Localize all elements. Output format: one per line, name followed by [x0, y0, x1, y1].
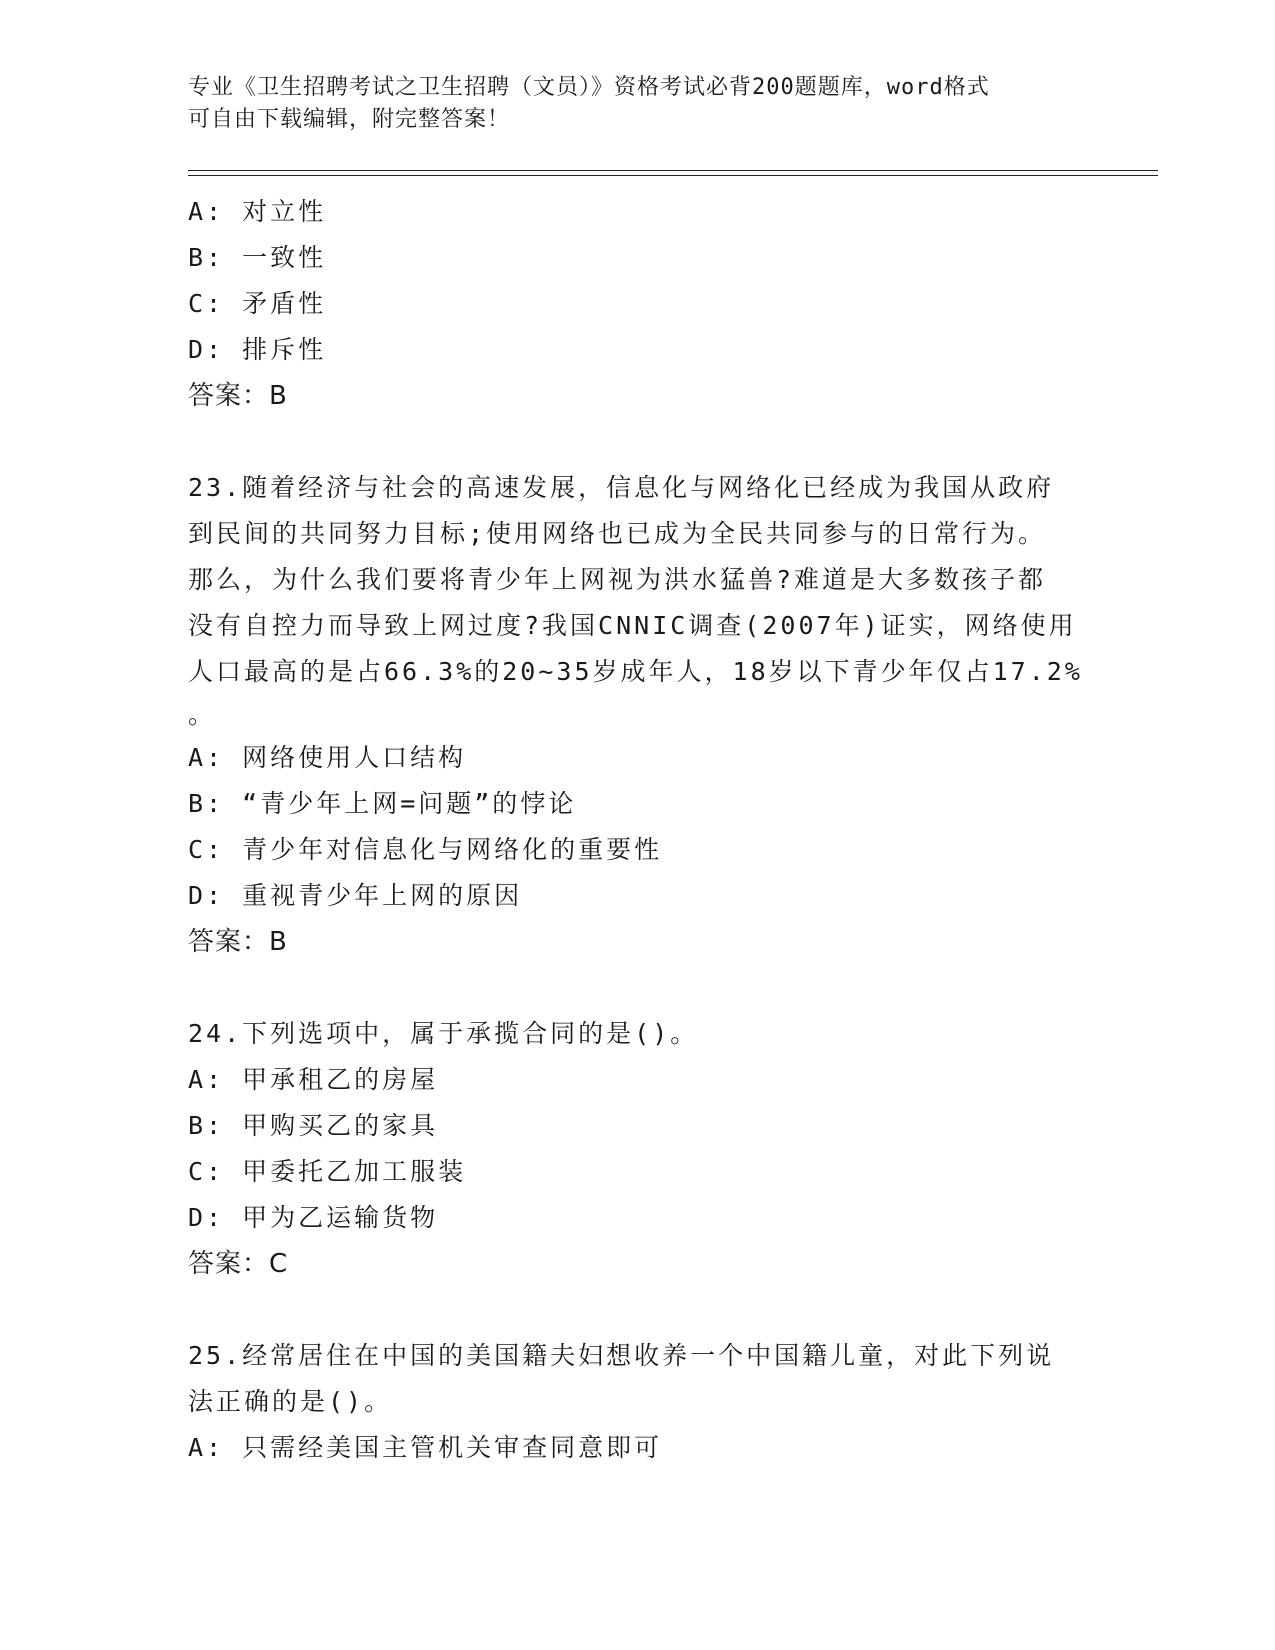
- header-divider-top: [188, 170, 1158, 171]
- question-text-line: 那么，为什么我们要将青少年上网视为洪水猛兽?难道是大多数孩子都: [188, 565, 1047, 594]
- option-b: B: 一致性: [188, 243, 327, 272]
- question-22: [188, 189, 1108, 419]
- option-b: B: 甲购买乙的家具: [188, 1111, 439, 1140]
- question-text-line: 25.经常居住在中国的美国籍夫妇想收养一个中国籍儿童，对此下列说: [188, 1341, 1055, 1370]
- header-line-1: 专业《卫生招聘考试之卫生招聘（文员）》资格考试必背200题题库，word格式: [188, 75, 990, 100]
- answer: 答案：B: [188, 381, 288, 411]
- option-d: D: 甲为乙运输货物: [188, 1203, 439, 1232]
- option-a: A: 只需经美国主管机关审查同意即可: [188, 1433, 663, 1462]
- option-d: D: 排斥性: [188, 335, 327, 364]
- question-text-line: 24.下列选项中，属于承揽合同的是()。: [188, 1019, 699, 1048]
- question-text-line: 人口最高的是占66.3%的20~35岁成年人，18岁以下青少年仅占17.2%: [188, 657, 1083, 686]
- header-divider-bottom: [188, 175, 1158, 176]
- option-c: C: 甲委托乙加工服装: [188, 1157, 467, 1186]
- document-header: [188, 72, 1068, 136]
- option-a: A: 甲承租乙的房屋: [188, 1065, 439, 1094]
- question-text-line: 到民间的共同努力目标;使用网络也已成为全民共同参与的日常行为。: [188, 519, 1047, 548]
- option-c: C: 青少年对信息化与网络化的重要性: [188, 835, 663, 864]
- answer: 答案：C: [188, 1249, 289, 1279]
- question-text-line: 。: [188, 700, 217, 729]
- question-text-line: 法正确的是()。: [188, 1387, 393, 1416]
- question-text-line: 23.随着经济与社会的高速发展，信息化与网络化已经成为我国从政府: [188, 473, 1055, 502]
- answer: 答案：B: [188, 927, 288, 957]
- header-line-2: 可自由下载编辑，附完整答案！: [188, 107, 511, 132]
- option-a: A: 网络使用人口结构: [188, 743, 467, 772]
- option-b: B: “青少年上网=问题”的悖论: [188, 789, 577, 818]
- question-23: [188, 465, 1108, 965]
- option-a: A: 对立性: [188, 197, 327, 226]
- option-d: D: 重视青少年上网的原因: [188, 881, 523, 910]
- question-24: [188, 1011, 1108, 1287]
- question-text-line: 没有自控力而导致上网过度?我国CNNIC调查(2007年)证实，网络使用: [188, 611, 1077, 640]
- question-25: [188, 1333, 1108, 1471]
- option-c: C: 矛盾性: [188, 289, 327, 318]
- question-content: [188, 189, 1108, 1471]
